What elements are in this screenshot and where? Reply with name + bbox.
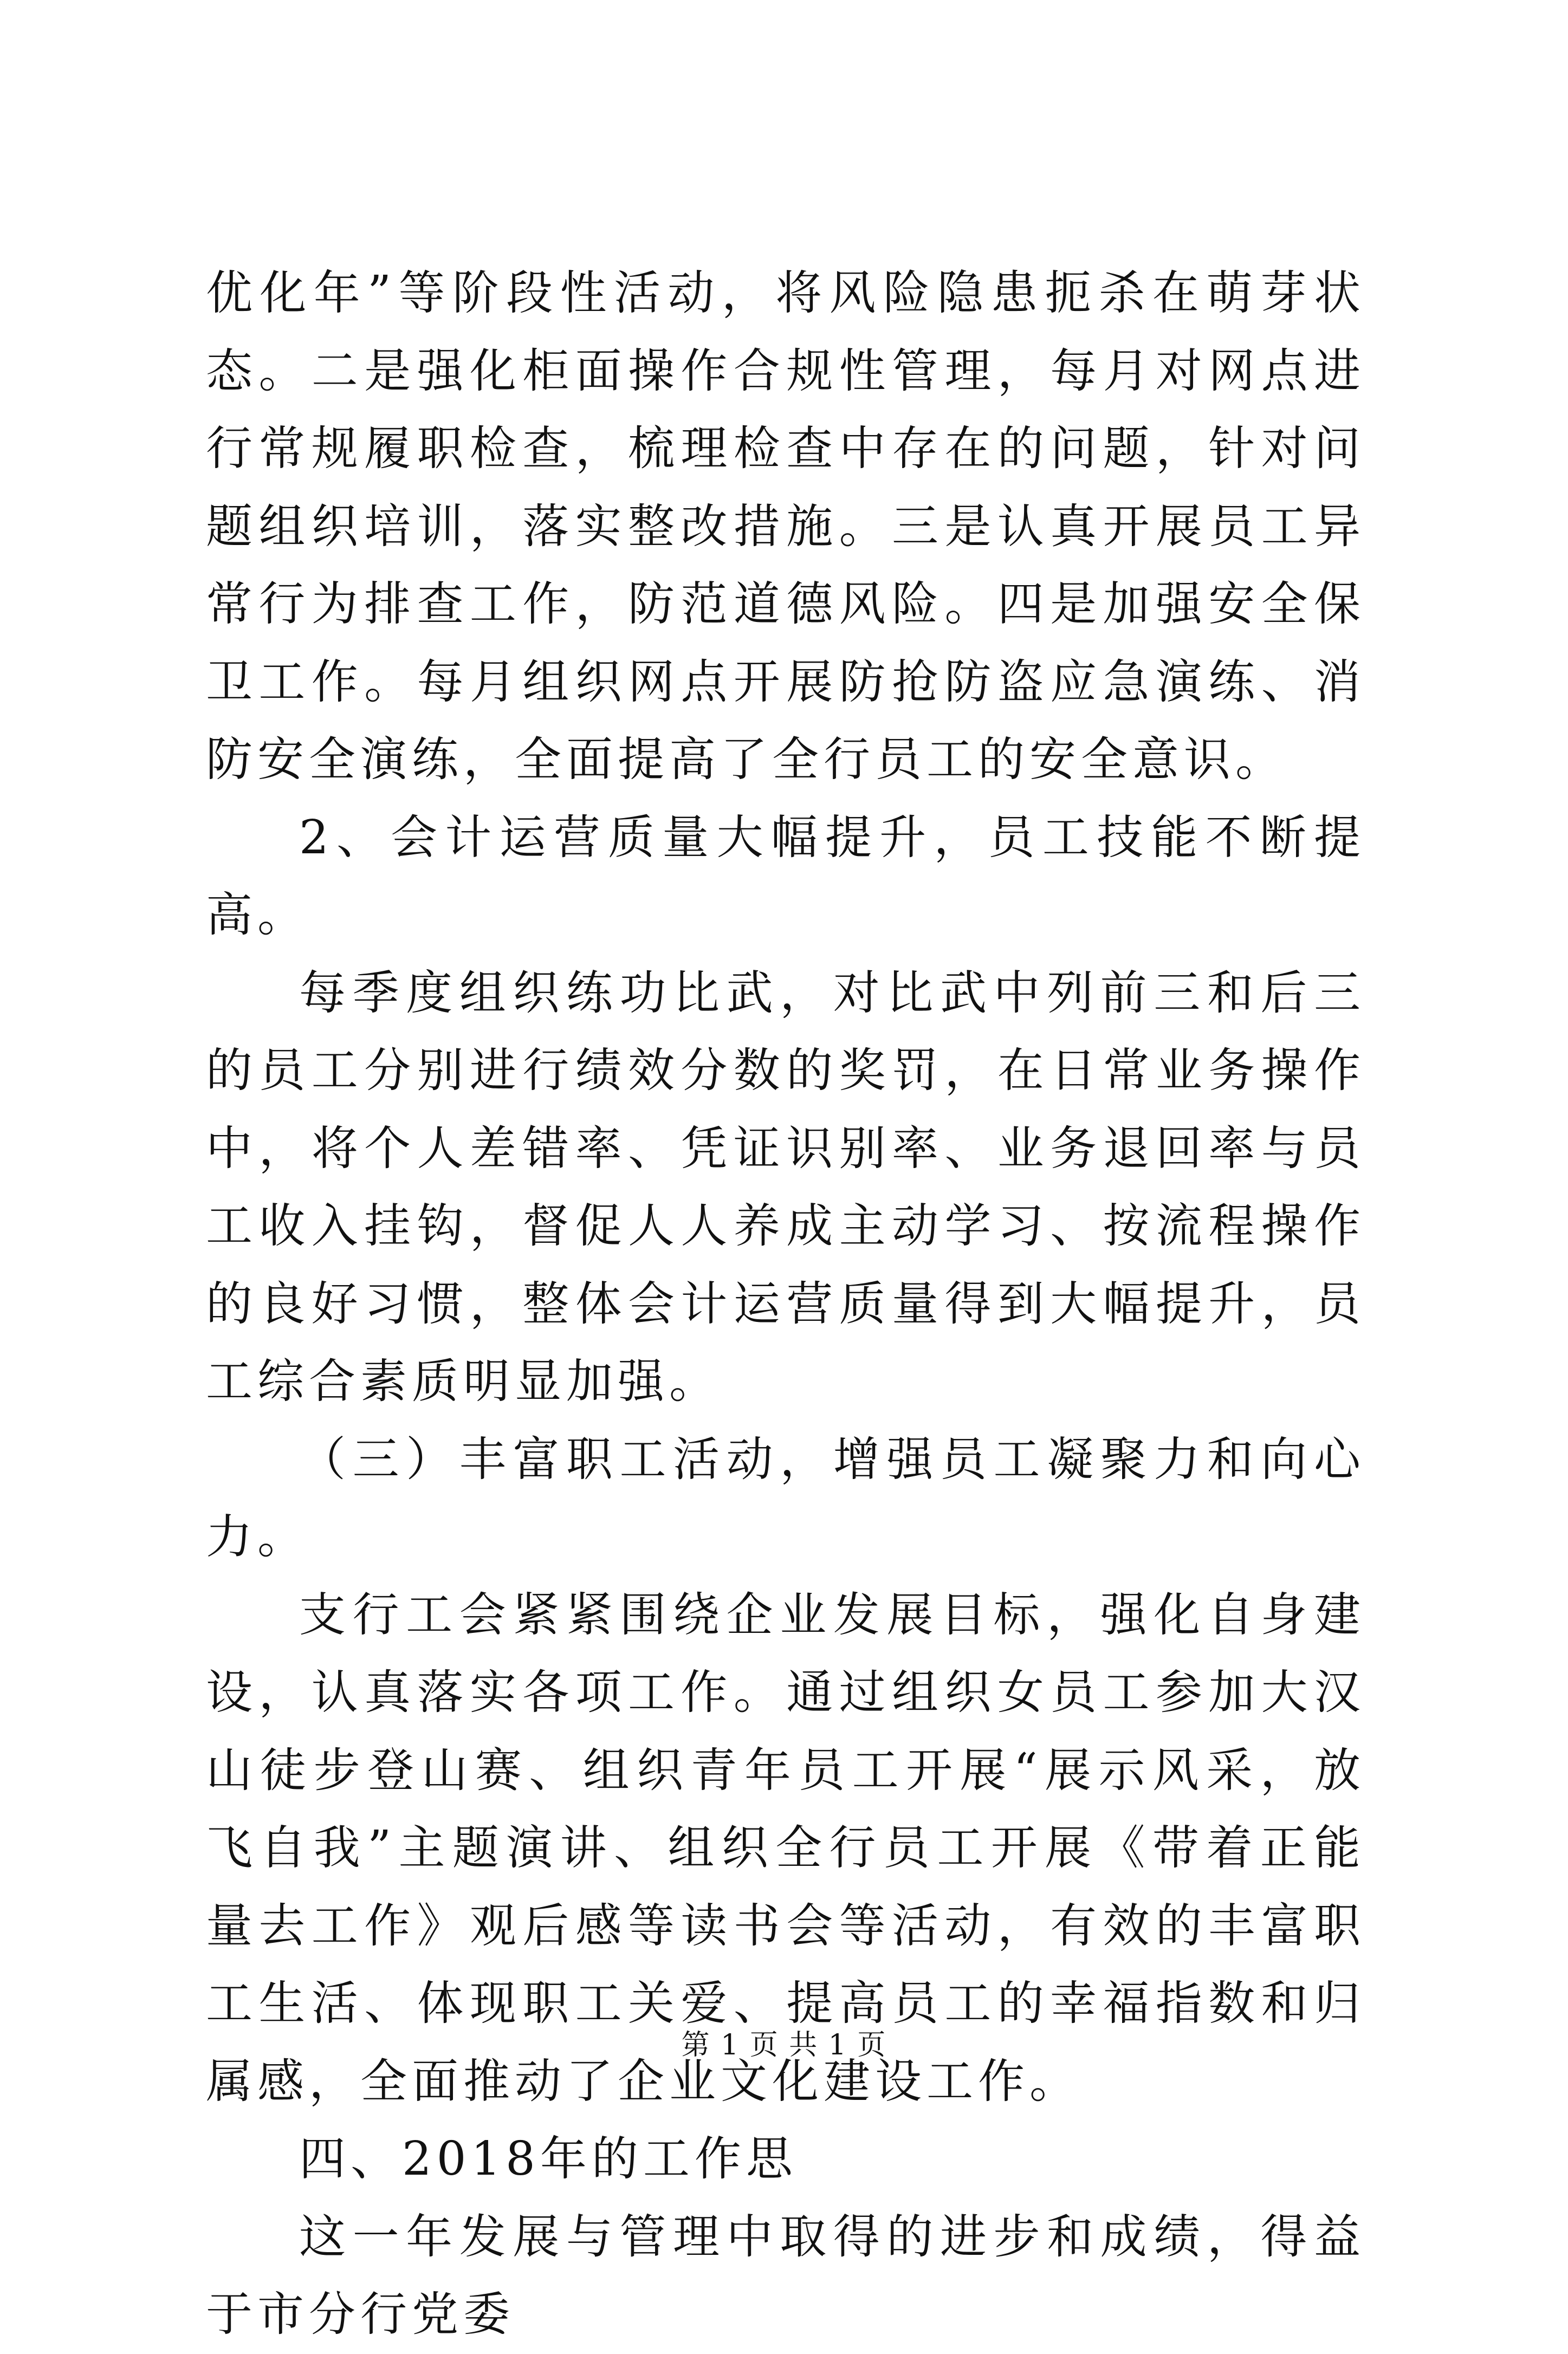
page-footer: 第 1 页 共 1 页 xyxy=(681,2029,887,2061)
paragraph-1: 优化年”等阶段性活动，将风险隐患扼杀在萌芽状态。二是强化柜面操作合规性管理，每月对网点进行常规履职检查，梳理检查中存在的问题，针对问题组织培训，落实整改措施。三是认真开展员工异常行为排查工作，防范道德风险。四是加强安全保卫工作。每月组织网点开展防抢防盗应急演练、消防安全演练，全面提高了全行员工的安全意识。 xyxy=(206,266,1365,787)
paragraph-4-heading: （三）丰富职工活动，增强员工凝聚力和向心力。 xyxy=(206,1432,1365,1564)
paragraph-2-heading: 2、会计运营质量大幅提升，员工技能不断提高。 xyxy=(206,810,1365,942)
paragraph-7: 这一年发展与管理中取得的进步和成绩，得益于市分行党委 xyxy=(206,2209,1365,2342)
paragraph-5: 支行工会紧紧围绕企业发展目标，强化自身建设，认真落实各项工作。通过组织女员工参加大汉山徒步登山赛、组织青年员工开展“展示风采，放飞自我”主题演讲、组织全行员工开展《带着正能量去工作》观后感等读书会等活动，有效的丰富职工生活、体现职工关爱、提高员工的幸福指数和归属感，全面推动了企业文化建设工作。 xyxy=(206,1587,1365,2109)
paragraph-3: 每季度组织练功比武，对比武中列前三和后三的员工分别进行绩效分数的奖罚，在日常业务操作中，将个人差错率、凭证识别率、业务退回率与员工收入挂钩，督促人人养成主动学习、按流程操作的良好习惯，整体会计运营质量得到大幅提升，员工综合素质明显加强。 xyxy=(206,965,1365,1409)
paragraph-6-heading: 四、2018年的工作思 xyxy=(299,2132,798,2186)
